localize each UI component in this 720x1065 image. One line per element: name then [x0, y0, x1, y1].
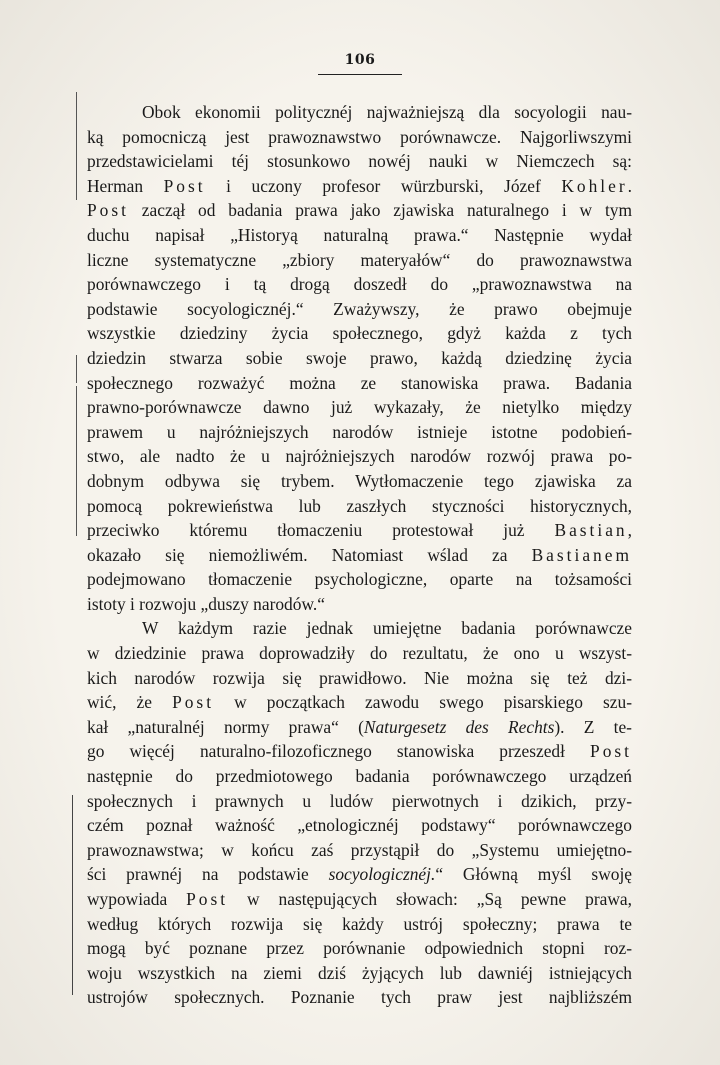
- text-line: [87, 149, 632, 174]
- body-text: [87, 100, 632, 1010]
- margin-pencil-line: [76, 355, 77, 383]
- text-line: [87, 789, 632, 814]
- text-segment: ką pomocniczą jest prawoznawstwo porównawcze. Najgorliwszymi: [87, 126, 632, 147]
- text-segment: według których rozwija się każdy ustrój społeczny; prawa te: [87, 913, 632, 934]
- text-segment: woju wszystkich na ziemi dziś żyjących lub dawniéj istniejących: [87, 962, 632, 983]
- text-line: [87, 715, 632, 740]
- text-segment: wypowiada: [87, 889, 187, 909]
- spaced-name: Post: [186, 889, 229, 909]
- margin-pencil-line: [76, 92, 77, 200]
- text-segment: dziedzin stwarza sobie swoje prawo, każdą dziedzinę życia: [87, 347, 632, 368]
- text-line: [87, 395, 632, 420]
- spaced-name: Post: [590, 741, 632, 762]
- text-segment: “ Główną myśl swoję: [435, 864, 632, 885]
- text-segment: mogą być poznane przez porównanie odpowiednich stopni roz-: [87, 938, 632, 959]
- text-segment: ,: [627, 520, 632, 541]
- text-line: [87, 272, 632, 297]
- text-line: [87, 346, 632, 371]
- text-segment: ). Z te-: [554, 716, 632, 737]
- text-line: [87, 666, 632, 691]
- text-segment: Obok ekonomii politycznéj najważniejszą dla socyologii nau-: [142, 102, 632, 122]
- text-segment: wszystkie dziedziny życia społecznego, gdyż każda z tych: [87, 323, 632, 344]
- text-line: [87, 813, 632, 838]
- text-line: [87, 641, 632, 666]
- text-segment: i uczony profesor würzburski, Józef: [205, 175, 562, 196]
- spaced-name: Post: [87, 200, 129, 221]
- text-segment: ustrojów społecznych. Poznanie tych praw jest najbliższém: [87, 987, 632, 1008]
- text-line: [87, 420, 632, 445]
- spaced-name: Bastian: [554, 520, 628, 541]
- text-line: [87, 100, 632, 125]
- text-line: [87, 912, 632, 937]
- margin-pencil-line: [72, 795, 73, 995]
- text-segment: podejmowano tłomaczenie psychologiczne, oparte na tożsamości: [87, 569, 632, 590]
- text-line: [87, 518, 632, 543]
- text-segment: ści prawnéj na podstawie: [87, 864, 329, 885]
- text-segment: w następujących słowach: „Są pewne prawa,: [228, 889, 632, 909]
- text-line: [87, 862, 632, 887]
- text-line: [87, 321, 632, 346]
- text-segment: czém poznał ważność „etnologicznéj podstawy“ porównawczego: [87, 815, 632, 836]
- text-segment: istoty i rozwoju „duszy narodów.“: [87, 593, 325, 614]
- text-segment: społecznego rozważyć można ze stanowiska prawa. Badania: [87, 372, 632, 393]
- text-segment: prawoznawstwa; w końcu zaś przystąpił do „Systemu umiejętno-: [87, 839, 632, 860]
- text-segment: pomocą pokrewieństwa lub zaszłych styczności historycznych,: [87, 495, 632, 516]
- text-segment: w dziedzinie prawa doprowadziły do rezultatu, że ono u wszyst-: [87, 643, 632, 664]
- text-segment: następnie do przedmiotowego badania porównawczego urządzeń: [87, 766, 632, 787]
- text-line: [87, 592, 632, 617]
- text-line: [87, 690, 632, 715]
- text-line: [87, 174, 632, 199]
- text-segment: prawno-porównawcze dawno już wykazały, że nietylko między: [87, 397, 632, 418]
- text-line: [87, 887, 632, 912]
- text-segment: wić, że: [87, 692, 173, 713]
- text-line: [87, 543, 632, 568]
- text-segment: dobnym odbywa się trybem. Wytłomaczenie tego zjawiska za: [87, 470, 632, 491]
- text-line: [87, 198, 632, 223]
- italic-text: Naturgesetz des Rechts: [363, 716, 555, 737]
- header-rule: [318, 74, 402, 75]
- text-segment: kich narodów rozwija się prawidłowo. Nie można się też dzi-: [87, 667, 632, 688]
- text-segment: .: [627, 175, 632, 196]
- text-line: [87, 297, 632, 322]
- text-segment: stwo, ale nadto że u najróżniejszych narodów rozwój prawa po-: [87, 446, 632, 467]
- spaced-name: Post: [163, 175, 206, 196]
- text-segment: kał „naturalnéj normy prawa“ (: [87, 716, 364, 737]
- text-line: [87, 469, 632, 494]
- text-segment: podstawie socyologicznéj.“ Zważywszy, że prawo obejmuje: [87, 298, 632, 319]
- spaced-name: Bastianem: [531, 544, 632, 565]
- text-line: [87, 838, 632, 863]
- page-number: 106: [344, 52, 376, 68]
- text-line: [87, 444, 632, 469]
- text-segment: duchu napisał „Historyą naturalną prawa.“ Następnie wydał: [87, 224, 632, 245]
- italic-text: socyologicznéj.: [328, 864, 436, 885]
- text-segment: porównawczego i tą drogą doszedł do „prawoznawstwa na: [87, 274, 632, 295]
- text-segment: Herman: [87, 175, 164, 196]
- text-line: [87, 371, 632, 396]
- text-line: [87, 739, 632, 764]
- text-segment: prawem u najróżniejszych narodów istnieje istotne podobień-: [87, 421, 632, 442]
- text-line: [87, 616, 632, 641]
- text-segment: W każdym razie jednak umiejętne badania porównawcze: [142, 618, 632, 639]
- spaced-name: Kohler: [561, 175, 628, 196]
- text-segment: zaczął od badania prawa jako zjawiska naturalnego i w tym: [128, 200, 632, 221]
- text-segment: liczne systematyczne „zbiory materyałów“ do prawoznawstwa: [87, 249, 632, 270]
- text-segment: w początkach zawodu swego pisarskiego szu-: [214, 692, 632, 713]
- spaced-name: Post: [172, 692, 215, 713]
- text-segment: przedstawicielami téj stosunkowo nowéj nauki w Niemczech są:: [87, 151, 632, 172]
- text-line: [87, 764, 632, 789]
- text-segment: okazało się niemożliwém. Natomiast wślad za: [87, 544, 532, 565]
- text-line: [87, 223, 632, 248]
- text-line: [87, 567, 632, 592]
- text-line: [87, 985, 632, 1010]
- text-segment: go więcéj naturalno-filozoficznego stanowiska przeszedł: [87, 741, 591, 762]
- text-line: [87, 936, 632, 961]
- text-segment: przeciwko któremu tłomaczeniu protestował już: [87, 520, 555, 541]
- text-line: [87, 961, 632, 986]
- margin-pencil-line: [76, 386, 77, 536]
- text-line: [87, 494, 632, 519]
- text-segment: społecznych i prawnych u ludów pierwotnych i dzikich, przy-: [87, 790, 632, 811]
- text-line: [87, 125, 632, 150]
- text-line: [87, 248, 632, 273]
